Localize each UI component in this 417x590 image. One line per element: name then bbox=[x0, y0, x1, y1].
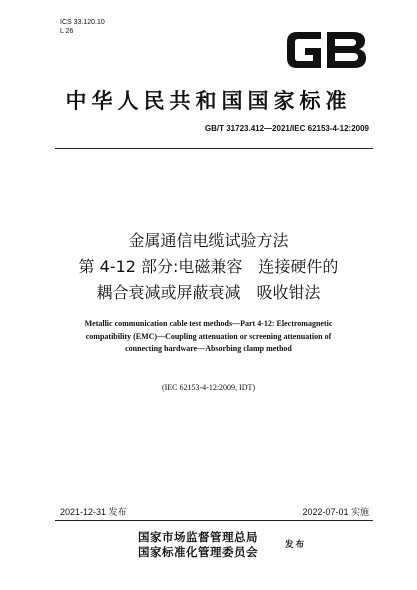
english-title-line3: connecting hardware—Absorbing clamp method bbox=[125, 344, 292, 353]
authority-line1: 国家市场监督管理总局 bbox=[138, 530, 258, 544]
standard-number: GB/T 31723.412—2021/IEC 62153-4-12:2009 bbox=[204, 124, 369, 133]
authority-line2: 国家标准化管理委员会 bbox=[138, 545, 258, 559]
chinese-title-line2: 第 4-12 部分:电磁兼容 连接硬件的 bbox=[78, 257, 339, 276]
chinese-title bbox=[0, 228, 417, 306]
ccs-code: L 26 bbox=[60, 28, 74, 35]
gb-logo-text: GB bbox=[283, 24, 285, 25]
issue-date: 2021-12-31 发布 bbox=[60, 507, 127, 517]
header-divider bbox=[55, 148, 373, 149]
english-title-line2: compatibility (EMC)—Coupling attenuation or screening attenuation of bbox=[85, 331, 332, 341]
chinese-title-line3: 耦合衰减或屏蔽衰减 吸收钳法 bbox=[96, 283, 321, 302]
gb-logo bbox=[283, 24, 369, 76]
standard-category-title: 中华人民共和国国家标准 bbox=[65, 89, 352, 113]
ics-code: ICS 33.120.10 bbox=[60, 19, 105, 26]
equivalence-statement: (IEC 62153-4-12:2009, IDT) bbox=[161, 383, 256, 392]
chinese-title-line1: 金属通信电缆试验方法 bbox=[128, 231, 289, 250]
issuing-authorities bbox=[138, 530, 258, 560]
english-title-line1: Metallic communication cable test methods—Part 4-12: Electromagnetic bbox=[84, 319, 333, 328]
publish-label: 发布 bbox=[285, 540, 307, 550]
english-title bbox=[50, 318, 367, 356]
implementation-date: 2022-07-01 实施 bbox=[302, 507, 369, 517]
footer-divider bbox=[55, 520, 373, 521]
